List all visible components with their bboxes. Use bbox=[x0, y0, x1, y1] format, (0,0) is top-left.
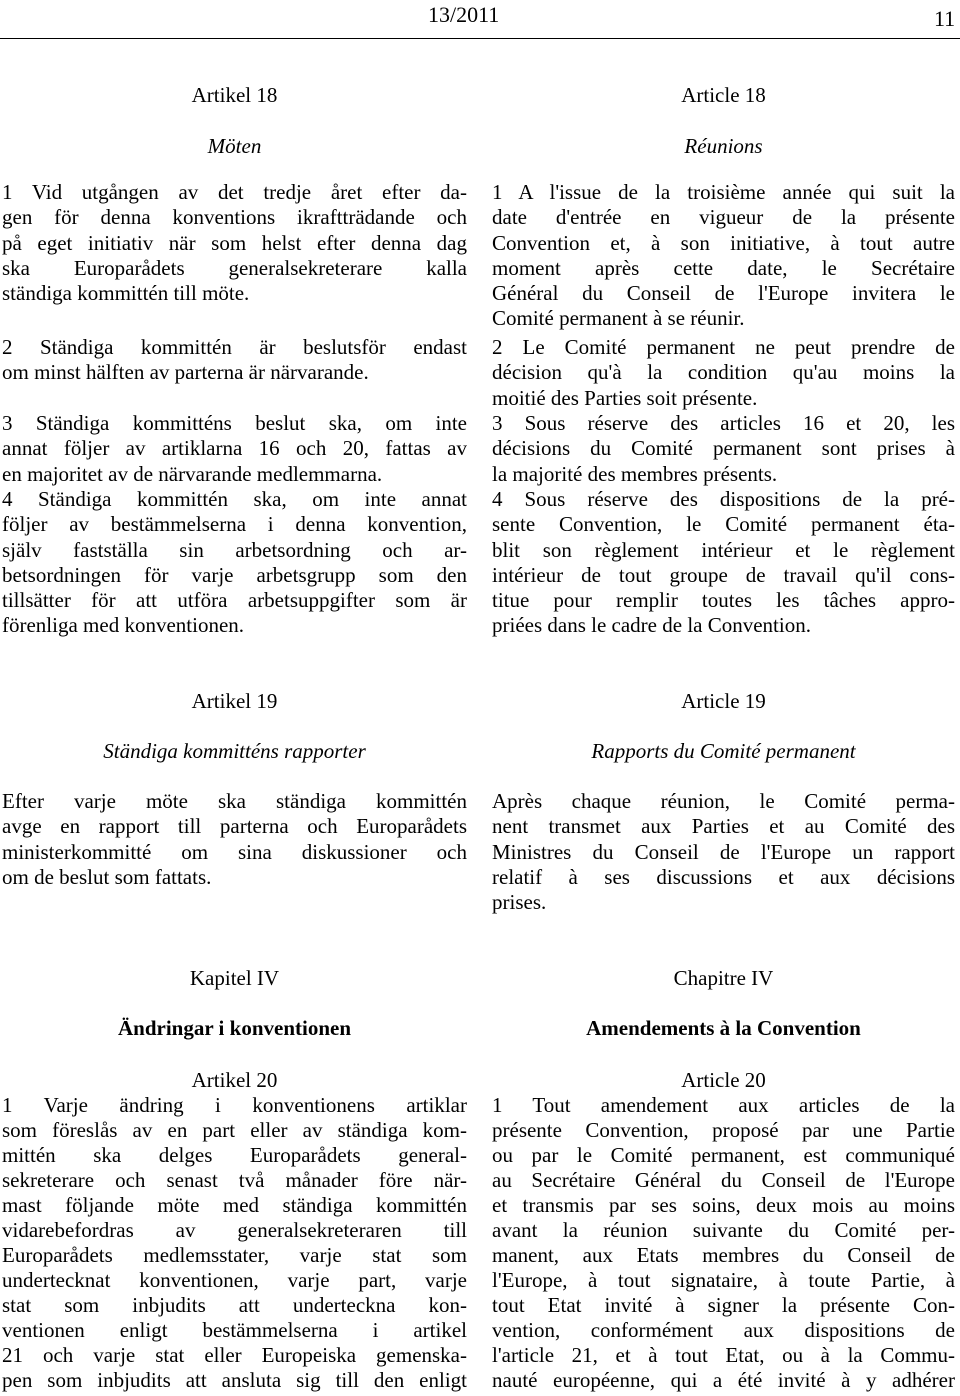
article-18-title: Möten bbox=[207, 134, 262, 158]
text-line: 1 A l'issue de la troisième année qui suit la bbox=[492, 180, 955, 204]
french-column bbox=[492, 0, 955, 1396]
article-20-paragraph-1 bbox=[2, 1093, 467, 1393]
text-line: 1 Tout amendement aux articles de la bbox=[492, 1093, 955, 1117]
text-line: décisions du Comité permanent sont prises à bbox=[492, 436, 955, 461]
text-line: om minst hälften av parterna är närvarande. bbox=[2, 360, 369, 385]
article-18-title: Réunions bbox=[684, 134, 763, 158]
swedish-column bbox=[2, 0, 467, 1396]
text-line: tillsätter för att utföra arbetsuppgifter som är bbox=[2, 588, 467, 613]
chapter-4-title: Amendements à la Convention bbox=[586, 1016, 861, 1040]
text-line: prises. bbox=[492, 890, 547, 915]
article-18-heading: Article 18 bbox=[681, 83, 766, 107]
article-20-paragraph-1 bbox=[492, 1093, 955, 1393]
chapter-4-heading: Kapitel IV bbox=[189, 966, 280, 990]
text-line: 4 Ständiga kommittén ska, om inte annat bbox=[2, 487, 467, 511]
text-line: själv fastställa sin arbetsordning och ar- bbox=[2, 537, 467, 562]
text-line: Convention et, à son initiative, à tout autre bbox=[492, 230, 955, 255]
page-number: 11 bbox=[934, 6, 956, 31]
text-line: vention, conformément aux dispositions de bbox=[492, 1318, 955, 1342]
text-line: moment après cette date, le Secrétaire bbox=[492, 255, 955, 280]
text-line: nauté européenne, qui a été invité à y adhérer bbox=[492, 1368, 955, 1392]
text-line: gen för denna konventions ikraftträdande och bbox=[2, 205, 467, 230]
text-line: Efter varje möte ska ständiga kommittén bbox=[2, 789, 467, 813]
text-line: undertecknat konventionen, varje part, varje bbox=[2, 1268, 467, 1292]
text-line: 3 Sous réserve des articles 16 et 20, les bbox=[492, 411, 955, 435]
text-line: Après chaque réunion, le Comité perma- bbox=[492, 789, 955, 813]
article-18-paragraph-2 bbox=[492, 335, 955, 411]
article-19-paragraph-1 bbox=[492, 789, 955, 915]
article-19-title: Rapports du Comité permanent bbox=[591, 739, 856, 763]
text-line: présente Convention, proposé par une Partie bbox=[492, 1118, 955, 1142]
text-line: 3 Ständiga kommitténs beslut ska, om inte bbox=[2, 411, 467, 435]
text-line: intérieur de tout groupe de travail qu'il cons- bbox=[492, 562, 955, 587]
article-18-paragraph-3 bbox=[2, 411, 467, 487]
text-line: ventionen enligt bestämmelserna i artikel bbox=[2, 1318, 467, 1342]
article-18-paragraph-4 bbox=[492, 487, 955, 639]
text-line: décision qu'à la condition qu'au moins la bbox=[492, 360, 955, 385]
text-line: l'article 21, et à tout Etat, ou à la Commu- bbox=[492, 1343, 955, 1367]
text-line: date d'entrée en vigueur de la présente bbox=[492, 205, 955, 230]
text-line: mast följande möte med ständiga kommittén bbox=[2, 1193, 467, 1217]
text-line: la majorité des membres présents. bbox=[492, 461, 778, 486]
text-line: följer av bestämmelserna i denna konvention, bbox=[2, 512, 467, 537]
text-line: tout Etat invité à signer la présente Con- bbox=[492, 1293, 955, 1317]
chapter-4-heading: Chapitre IV bbox=[673, 966, 774, 990]
text-line: annat följer av artiklarna 16 och 20, fattas av bbox=[2, 436, 467, 461]
journal-issue-number: 13/2011 bbox=[428, 2, 500, 27]
text-line: et transmis par ses soins, deux mois au moins bbox=[492, 1193, 955, 1217]
text-line: ministerkommitté om sina diskussioner och bbox=[2, 839, 467, 864]
article-18-paragraph-2 bbox=[2, 335, 467, 386]
text-line: sente Convention, le Comité permanent éta- bbox=[492, 512, 955, 537]
text-line: mittén ska delges Europarådets general- bbox=[2, 1143, 467, 1167]
text-line: betsordningen för varje arbetsgrupp som den bbox=[2, 562, 467, 587]
article-19-paragraph-1 bbox=[2, 789, 467, 890]
text-line: en majoritet av de närvarande medlemmarna. bbox=[2, 461, 383, 486]
text-line: stat som inbjudits att underteckna kon- bbox=[2, 1293, 467, 1317]
text-line: manent, aux Etats membres du Conseil de bbox=[492, 1243, 955, 1267]
text-line: Général du Conseil de l'Europe invitera le bbox=[492, 281, 955, 306]
text-line: på eget initiativ när som helst efter denna dag bbox=[2, 230, 467, 255]
text-line: sekreterare och senast två månader före när- bbox=[2, 1168, 467, 1192]
text-line: ständiga kommittén till möte. bbox=[2, 281, 250, 306]
text-line: relatif à ses discussions et aux décisions bbox=[492, 864, 955, 889]
text-line: ska Europarådets generalsekreterare kalla bbox=[2, 255, 467, 280]
text-line: 4 Sous réserve des dispositions de la pré- bbox=[492, 487, 955, 511]
text-line: 2 Le Comité permanent ne peut prendre de bbox=[492, 335, 955, 359]
article-18-paragraph-3 bbox=[492, 411, 955, 487]
text-line: Europarådets medlemsstater, varje stat som bbox=[2, 1243, 467, 1267]
article-20-heading: Article 20 bbox=[681, 1068, 766, 1092]
text-line: vidarebefordras av generalsekreteraren till bbox=[2, 1218, 467, 1242]
article-18-heading: Artikel 18 bbox=[191, 83, 278, 107]
text-line: pen som inbjudits att ansluta sig till den enligt bbox=[2, 1368, 467, 1392]
article-19-heading: Artikel 19 bbox=[191, 689, 278, 713]
text-line: avge en rapport till parterna och Europarådets bbox=[2, 814, 467, 839]
text-line: som föreslås av en part eller av ständiga kom- bbox=[2, 1118, 467, 1142]
article-18-paragraph-1 bbox=[492, 180, 955, 332]
article-18-paragraph-4 bbox=[2, 487, 467, 639]
text-line: avant la réunion suivante du Comité per- bbox=[492, 1218, 955, 1242]
text-line: ou par le Comité permanent, est communiqué bbox=[492, 1143, 955, 1167]
text-line: 1 Vid utgången av det tredje året efter da- bbox=[2, 180, 467, 204]
text-line: Ministres du Conseil de l'Europe un rapport bbox=[492, 839, 955, 864]
text-line: moitié des Parties soit présente. bbox=[492, 385, 758, 410]
text-line: blit son règlement intérieur et le règlement bbox=[492, 537, 955, 562]
text-line: om de beslut som fattats. bbox=[2, 864, 212, 889]
text-line: priées dans le cadre de la Convention. bbox=[492, 613, 811, 638]
chapter-4-title: Ändringar i konventionen bbox=[118, 1016, 351, 1040]
text-line: au Secrétaire Général du Conseil de l'Europe bbox=[492, 1168, 955, 1192]
article-19-heading: Article 19 bbox=[681, 689, 766, 713]
text-line: Comité permanent à se réunir. bbox=[492, 306, 745, 331]
text-line: 2 Ständiga kommittén är beslutsför endast bbox=[2, 335, 467, 359]
article-19-title: Ständiga kommitténs rapporter bbox=[103, 739, 366, 763]
text-line: l'Europe, à tout signataire, à toute Partie, à bbox=[492, 1268, 955, 1292]
text-line: titue pour remplir toutes les tâches appro- bbox=[492, 588, 955, 613]
article-18-paragraph-1 bbox=[2, 180, 467, 306]
text-line: 1 Varje ändring i konventionens artiklar bbox=[2, 1093, 467, 1117]
text-line: nent transmet aux Parties et au Comité des bbox=[492, 814, 955, 839]
text-line: 21 och varje stat eller Europeiska gemenska- bbox=[2, 1343, 467, 1367]
article-20-heading: Artikel 20 bbox=[191, 1068, 278, 1092]
text-line: förenliga med konventionen. bbox=[2, 613, 245, 638]
